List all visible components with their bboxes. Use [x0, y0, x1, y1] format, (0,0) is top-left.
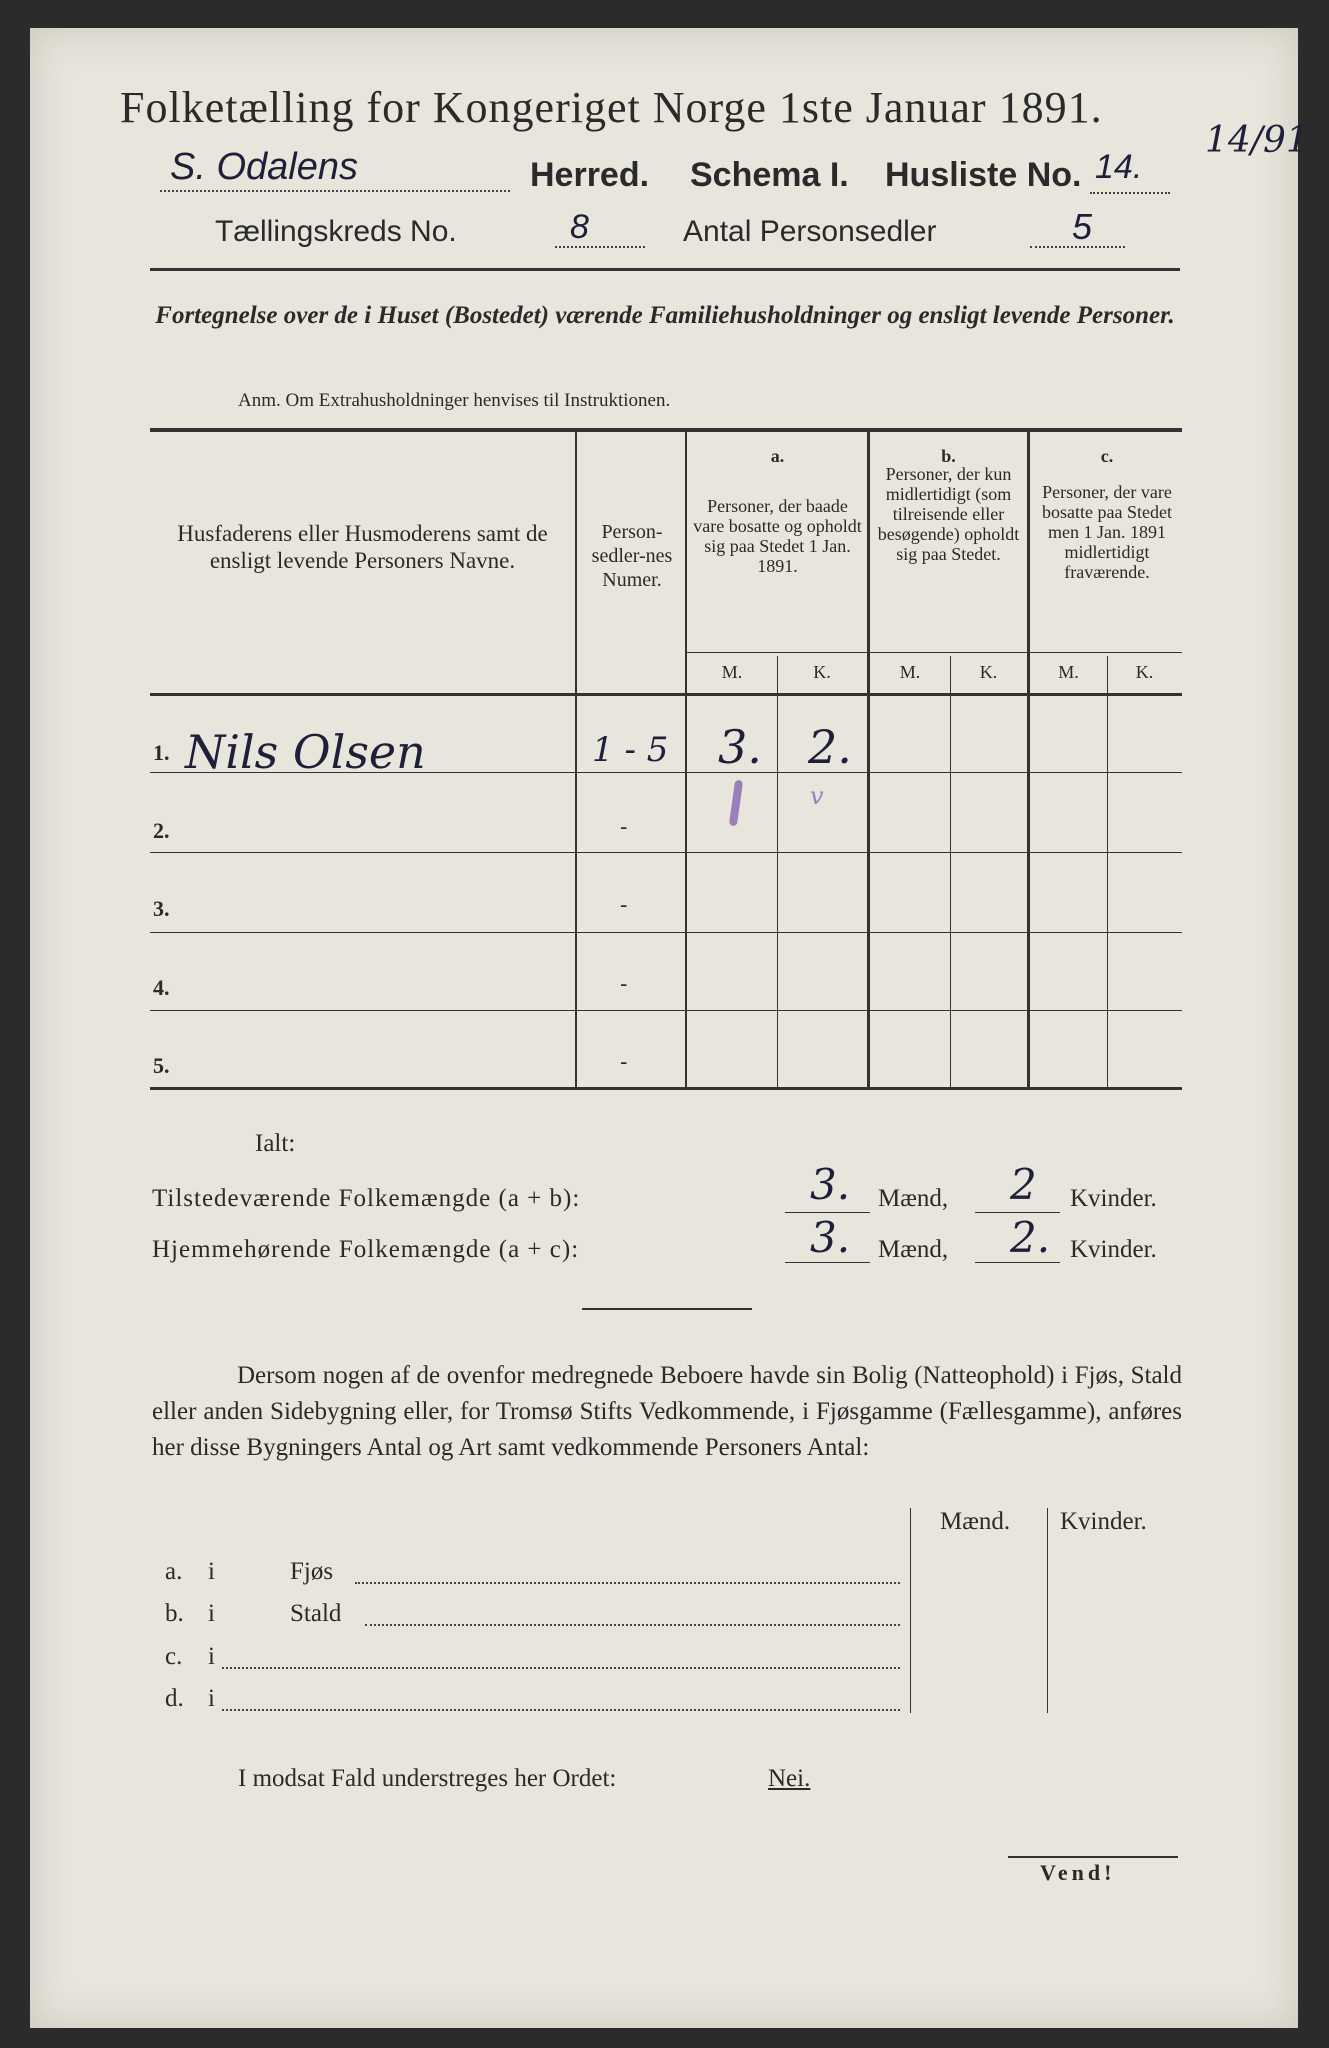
bolig-divider	[1047, 1508, 1048, 1713]
hjemme-maend-value: 3.	[810, 1213, 851, 1262]
ialt-label: Ialt:	[255, 1130, 296, 1157]
hjemme-kvinder-label: Kvinder.	[1070, 1236, 1157, 1263]
tilstede-maend-value: 3.	[810, 1160, 851, 1209]
col-header-b: Personer, der kun midlertidigt (som tilreisende eller besøgende) opholdt sig paa Stedet.	[877, 464, 1020, 564]
row-name: Nils Olsen	[185, 725, 426, 779]
header-rule	[150, 268, 1180, 271]
hjemme-kvinder-value: 2.	[1010, 1213, 1051, 1262]
herred-dotline	[160, 190, 510, 192]
kreds-label: Tællingskreds No.	[215, 215, 457, 248]
antal-dotline	[1030, 246, 1125, 248]
antal-value: 5	[1072, 206, 1093, 247]
tilstede-kvinder-label: Kvinder.	[1070, 1185, 1157, 1212]
col-header-numer: Person-sedler-nes Numer.	[591, 521, 673, 591]
margin-note: 14/91	[1205, 120, 1309, 161]
col-c-k: K.	[1135, 662, 1154, 682]
tilstede-label: Tilstedeværende Folkemængde (a + b):	[152, 1185, 581, 1212]
tilstede-maend-label: Mænd,	[878, 1185, 949, 1212]
hjemme-label: Hjemmehørende Folkemængde (a + c):	[152, 1236, 580, 1263]
bolig-paragraph: Dersom nogen af de ovenfor medregnede Beboere havde sin Bolig (Natteophold) i Fjøs, Stald eller anden Sidebygning eller, for Tromsø Stifts Vedkommende, i Fjøsgamme (Fællesgamme), anføres her disse Bygningers Antal og Art samt vedkommende Personers Antal:	[152, 1362, 1182, 1461]
nei-word: Nei.	[768, 1765, 811, 1792]
kreds-dotline	[555, 246, 645, 248]
col-a-letter: a.	[770, 446, 785, 466]
check-mark: v	[810, 782, 824, 810]
col-b-k: K.	[979, 662, 998, 682]
bolig-divider	[910, 1508, 911, 1713]
description: Fortegnelse over de i Huset (Bostedet) værende Familiehusholdninger og ensligt levende Personer.	[155, 302, 1175, 329]
row-numer: 1 - 5	[592, 730, 669, 770]
herred-label: Herred.	[530, 156, 650, 194]
bolig-col-maend: Mænd.	[940, 1508, 1011, 1535]
husliste-value: 14.	[1095, 148, 1143, 186]
row-a-k: 2.	[808, 720, 852, 774]
col-a-m: M.	[721, 662, 743, 682]
col-header-names: Husfaderens eller Husmoderens samt de ensligt levende Personers Navne.	[177, 521, 548, 573]
col-c-letter: c.	[1100, 446, 1114, 466]
col-header-c: Personer, der vare bosatte paa Stedet men 1 Jan. 1891 midlertidigt fraværende.	[1042, 482, 1172, 582]
tilstede-kvinder-value: 2	[1010, 1160, 1037, 1209]
row-a-m: 3.	[718, 720, 762, 774]
husliste-dotline	[1090, 192, 1170, 194]
kreds-value: 8	[570, 208, 589, 246]
husliste-label: Husliste No.	[885, 156, 1082, 194]
herred-value: S. Odalens	[170, 146, 358, 188]
annotation: Anm. Om Extrahusholdninger henvises til Instruktionen.	[238, 390, 671, 411]
bolig-col-kvinder: Kvinder.	[1060, 1508, 1147, 1535]
schema-label: Schema I.	[690, 156, 849, 194]
form-title: Folketælling for Kongeriget Norge 1ste Januar 1891.	[120, 83, 1103, 132]
col-b-m: M.	[899, 662, 921, 682]
separator-rule	[582, 1308, 752, 1310]
vend-label: Vend!	[1040, 1860, 1116, 1885]
vend-rule	[1008, 1856, 1178, 1858]
antal-label: Antal Personsedler	[683, 215, 937, 248]
modsat-text: I modsat Fald understreges her Ordet:	[238, 1765, 617, 1792]
col-c-m: M.	[1058, 662, 1079, 682]
col-b-letter: b.	[941, 446, 956, 466]
col-header-a: Personer, der baade vare bosatte og opholdt sig paa Stedet 1 Jan. 1891.	[693, 496, 862, 576]
col-a-k: K.	[813, 662, 831, 682]
hjemme-maend-label: Mænd,	[878, 1236, 949, 1263]
